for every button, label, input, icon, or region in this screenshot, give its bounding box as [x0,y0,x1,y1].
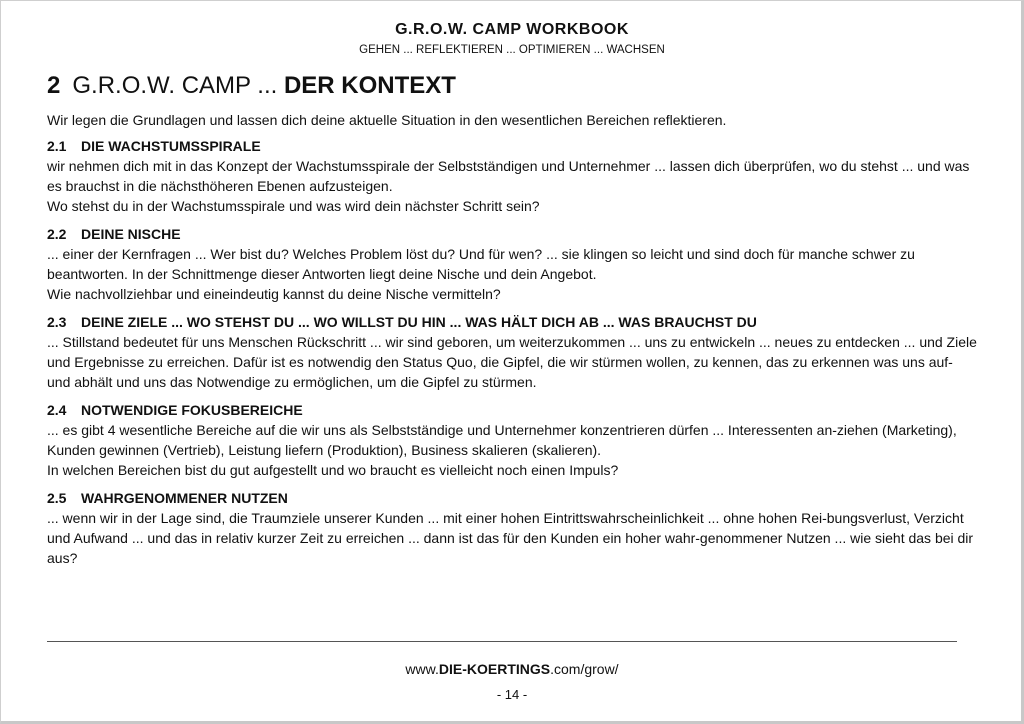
footer-url-suffix: .com/grow/ [550,661,619,677]
section-body [47,332,977,392]
section [47,488,977,568]
chapter-title: DER KONTEXT [283,72,456,99]
footer-url-brand: DIE-KOERTINGS [438,661,551,677]
page-header [0,20,1024,58]
section [47,136,977,216]
section-body [47,420,977,480]
section-paragraph: ... wenn wir in der Lage sind, die Traumziele unserer Kunden ... mit einer hohen Eintrittswahrscheinlichkeit ... ohne hohen Rei-bungsverlust, Verzicht und Aufwand ... und das in relativ kurzer Zeit zu erreichen ... dann ist das für den Kunden ein hoher wahr-genommener Nutzen ... wie sieht das bei dir aus? [47,510,974,566]
section-title: DEINE NISCHE [81,226,181,242]
section-paragraph: Wo stehst du in der Wachstumsspirale und was wird dein nächster Schritt sein? [47,198,540,214]
section-number: 2.2 [47,226,67,242]
chapter-prefix: G.R.O.W. CAMP ... [72,72,278,99]
workbook-subtitle: GEHEN ... REFLEKTIEREN ... OPTIMIEREN ... WACHSEN [359,44,665,56]
section-heading [47,400,977,420]
section-body [47,508,977,568]
section-title: NOTWENDIGE FOKUSBEREICHE [81,402,303,418]
section-heading [47,136,977,156]
chapter-heading [47,70,456,102]
section-heading [47,488,977,508]
section-number: 2.3 [47,314,67,330]
section-number: 2.1 [47,138,67,154]
section-paragraph: ... Stillstand bedeutet für uns Menschen Rückschritt ... wir sind geboren, um weiterzukommen ... uns zu entwickeln ... neues zu entdecken ... und Ziele und Ergebnisse zu erreichen. Dafür ist es notwendig den Status Quo, die Gipfel, die wir stürmen wollen, zu kennen, das zu erkennen was uns auf- und abhält und uns das Notwendige zu ermöglichen, um die Gipfel zu stürmen. [47,334,977,390]
section-number: 2.5 [47,490,67,506]
section-heading [47,312,977,332]
section [47,312,977,392]
workbook-title: G.R.O.W. CAMP WORKBOOK [395,21,629,38]
section-paragraph: ... es gibt 4 wesentliche Bereiche auf die wir uns als Selbstständige und Unternehmer konzentrieren dürfen ... Interessenten an-ziehen (Marketing), Kunden gewinnen (Vertrieb), Leistung liefern (Produktion), Business skalieren (skalieren). [47,422,957,458]
section-body [47,156,977,216]
section [47,400,977,480]
section-number: 2.4 [47,402,67,418]
section-paragraph: In welchen Bereichen bist du gut aufgestellt und wo braucht es vielleicht noch einen Impuls? [47,462,619,478]
section [47,224,977,304]
section-paragraph: ... einer der Kernfragen ... Wer bist du? Welches Problem löst du? Und für wen? ... sie klingen so leicht und sind doch für manche schwer zu beantworten. In der Schnittmenge dieser Antworten liegt deine Nische und dein Angebot. [47,246,915,282]
footer-divider [47,641,957,642]
section-title: WAHRGENOMMENER NUTZEN [81,490,288,506]
section-title: DIE WACHSTUMSSPIRALE [81,138,261,154]
footer-url-prefix: www. [405,661,439,677]
section-title: DEINE ZIELE ... WO STEHST DU ... WO WILLST DU HIN ... WAS HÄLT DICH AB ... WAS BRAUCHST DU [81,314,757,330]
section-heading [47,224,977,244]
footer-url[interactable] [0,660,1024,678]
section-paragraph: wir nehmen dich mit in das Konzept der Wachstumsspirale der Selbstständigen und Unternehmer ... lassen dich überprüfen, wo du stehst ... und was es brauchst in die nächsthöheren Ebenen aufzusteigen. [47,158,970,194]
section-list [47,136,977,576]
page-number: - 14 - [496,687,528,702]
section-body [47,244,977,304]
section-paragraph: Wie nachvollziehbar und eineindeutig kannst du deine Nische vermitteln? [47,286,501,302]
chapter-number: 2 [47,72,61,99]
chapter-intro: Wir legen die Grundlagen und lassen dich deine aktuelle Situation in den wesentlichen Bereichen reflektieren. [47,112,727,128]
